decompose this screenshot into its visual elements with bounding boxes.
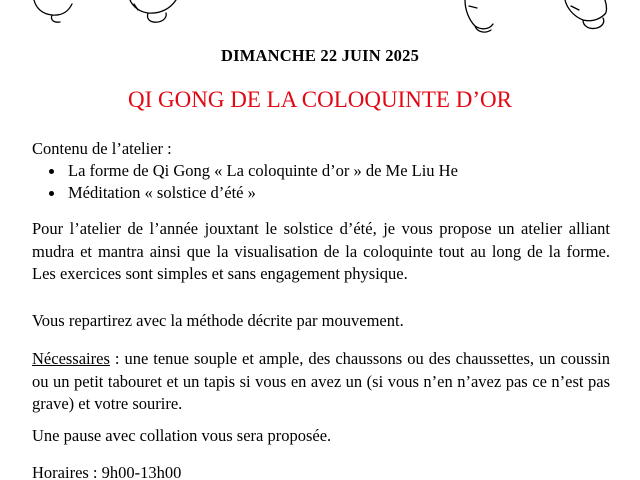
requirements-text: : une tenue souple et ample, des chaussons ou des chaussettes, un coussin ou un petit tabouret et un tapis si vous en avez un (si vous n’en n’avez pas ce n’est pas grave) et votre sourire. <box>32 349 610 414</box>
schedule-line: Horaires : 9h00-13h00 <box>32 463 182 480</box>
list-item: Méditation « solstice d’été » <box>46 182 458 204</box>
break-line: Une pause avec collation vous sera proposée. <box>32 426 332 445</box>
description-paragraph: Pour l’atelier de l’année jouxtant le solstice d’été, je vous propose un atelier alliant mudra et mantra ainsi que la visualisation de la coloquinte tout au long de la forme. Les exercices sont simples et sans engagement physique. <box>32 219 610 284</box>
contents-heading: Contenu de l’atelier : <box>32 139 172 158</box>
method-line: Vous repartirez avec la méthode décrite par mouvement. <box>32 311 404 330</box>
qigong-figure-left-illustration <box>30 0 180 28</box>
requirements-paragraph <box>32 348 610 416</box>
requirements-label: Nécessaires <box>32 349 110 368</box>
contents-list <box>46 160 458 204</box>
qigong-figure-right-illustration <box>455 0 615 40</box>
event-date: DIMANCHE 22 JUIN 2025 <box>220 46 420 65</box>
event-title: QI GONG DE LA COLOQUINTE D’OR <box>128 87 512 112</box>
list-item: La forme de Qi Gong « La coloquinte d’or » de Me Liu He <box>46 160 458 182</box>
